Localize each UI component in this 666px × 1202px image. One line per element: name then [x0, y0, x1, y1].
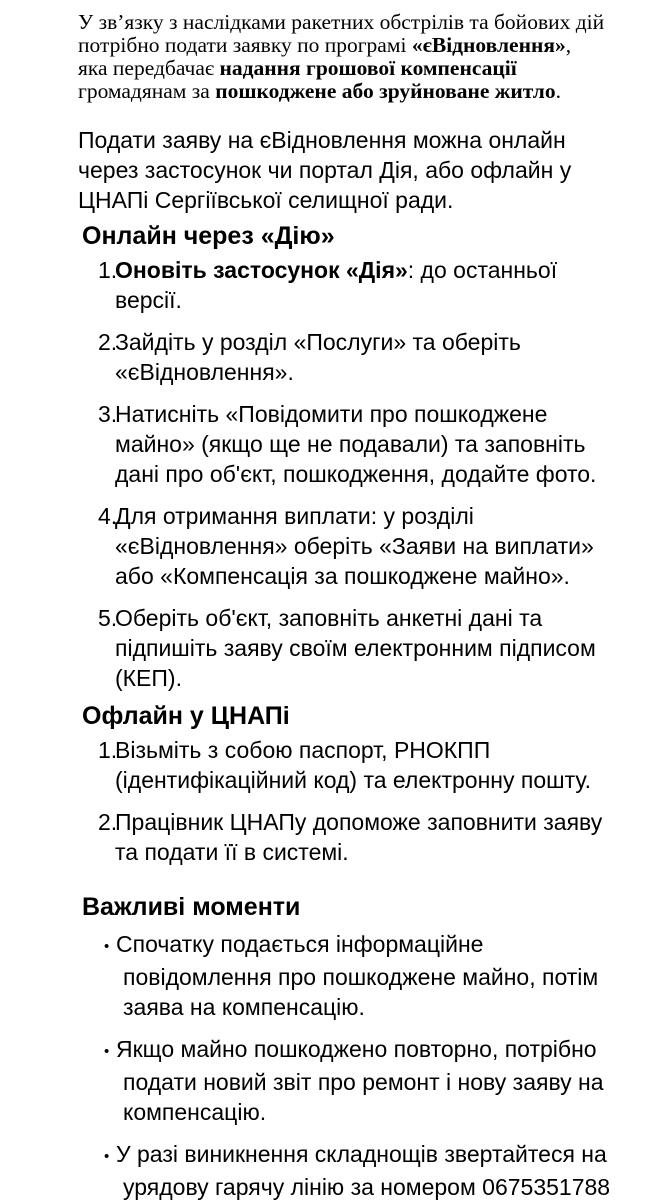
list-item	[78, 501, 618, 591]
item-text: Спочатку подається інформаційне повідомлення про пошкоджене майно, потім заява на компенсацію.	[116, 931, 599, 1020]
item-number: 4.	[98, 503, 118, 529]
item-number: 2.	[98, 329, 118, 355]
section-important-notes	[78, 892, 626, 1202]
item-text: У разі виникнення складнощів звертайтеся на урядову гарячу лінію за номером 0675351788	[116, 1141, 611, 1200]
item-number: 2.	[98, 809, 118, 835]
list-item	[78, 603, 618, 693]
item-text: Оберіть об'єкт, заповніть анкетні дані та підпишіть заяву своїм електронним підписом (КЕП).	[115, 605, 596, 691]
intro-paragraph: У зв’язку з наслідками ракетних обстрілів та бойових дій потрібно подати заявку по програмі «єВідновлення», яка передбачає надання грошової компенсації громадянам за пошкоджене або зруйноване житло.	[78, 10, 605, 103]
section-heading-offline-cnap: Офлайн у ЦНАПі	[82, 702, 290, 730]
offline-cnap-steps-list	[78, 735, 626, 867]
list-item	[78, 255, 618, 315]
section-offline-cnap	[78, 701, 626, 867]
bullet-icon: •	[104, 1043, 110, 1060]
item-text: Зайдіть у розділ «Послуги» та оберіть «єВідновлення».	[115, 329, 521, 385]
item-text: Оновіть застосунок «Дія»: до останньої версії.	[115, 257, 558, 313]
list-item	[78, 1034, 626, 1127]
item-number: 1.	[98, 257, 118, 283]
bullet-icon: •	[104, 938, 110, 955]
item-text: Візьміть з собою паспорт, РНОКПП (ідентифікаційний код) та електронну пошту.	[115, 737, 591, 793]
section-online-diia	[78, 221, 626, 693]
list-item	[78, 1139, 626, 1202]
item-text: Якщо майно пошкоджено повторно, потрібно подати новий звіт про ремонт і нову заяву на компенсацію.	[116, 1036, 604, 1125]
section-heading-important-notes: Важливі моменти	[82, 893, 301, 921]
item-number: 5.	[98, 605, 118, 631]
submission-options-paragraph: Подати заяву на єВідновлення можна онлайн через застосунок чи портал Дія, або офлайн у ЦНАПі Сергіївської селищної ради.	[78, 127, 572, 213]
item-text: Працівник ЦНАПу допоможе заповнити заяву та подати її в системі.	[115, 809, 603, 865]
important-notes-list	[78, 929, 626, 1202]
bullet-icon: •	[104, 1148, 110, 1165]
list-item	[78, 807, 618, 867]
item-text: Натисніть «Повідомити про пошкоджене майно» (якщо ще не подавали) та заповніть дані про об'єкт, пошкодження, додайте фото.	[115, 401, 597, 487]
list-item	[78, 327, 618, 387]
list-item	[78, 929, 626, 1022]
online-diia-steps-list	[78, 255, 626, 693]
item-text: Для отримання виплати: у розділі «єВідновлення» оберіть «Заяви на виплати» або «Компенсація за пошкоджене майно».	[115, 503, 594, 589]
list-item	[78, 735, 618, 795]
item-number: 1.	[98, 737, 118, 763]
item-number: 3.	[98, 401, 118, 427]
section-heading-online-diia: Онлайн через «Дію»	[82, 222, 335, 250]
list-item	[78, 399, 618, 489]
